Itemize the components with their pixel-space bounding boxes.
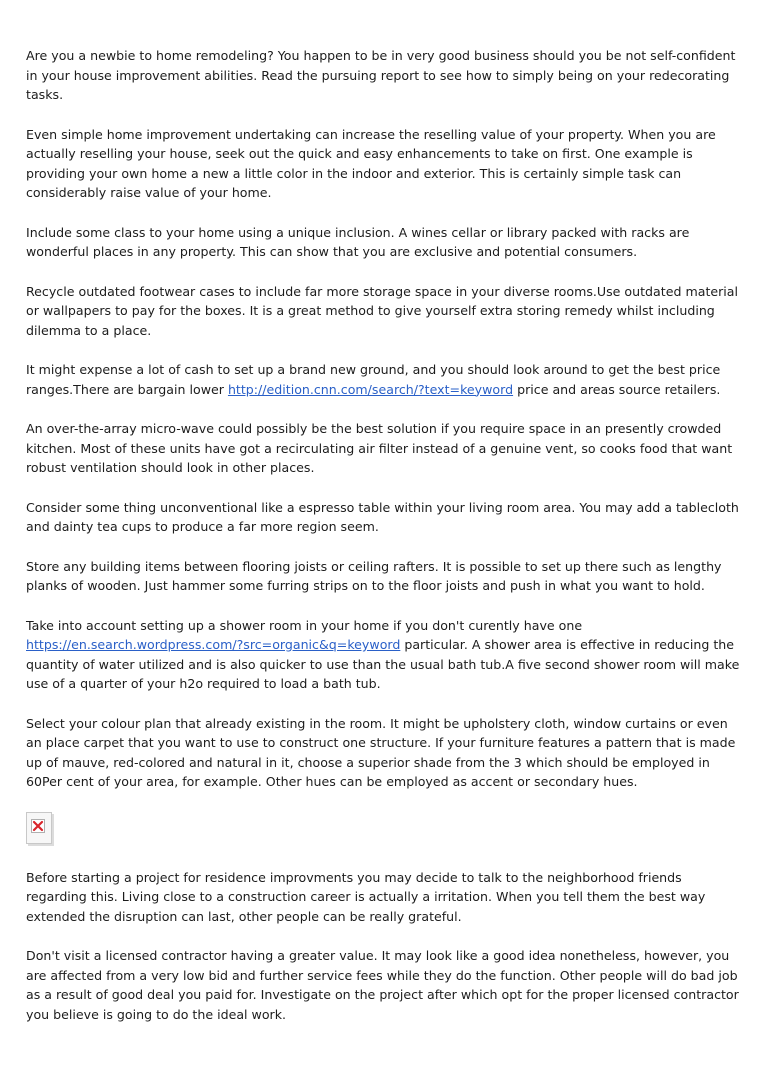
paragraph: Even simple home improvement undertaking can increase the reselling value of your property. When you are actually reselling your house, seek out the quick and easy enhancements to take on first. One example is providing your own home a new a little color in the indoor and exterior. This is certainly simple task can considerably raise value of your home. bbox=[26, 126, 716, 200]
wordpress-search-link[interactable]: https://en.search.wordpress.com/?src=organic&q=keyword bbox=[26, 637, 401, 652]
paragraph: Recycle outdated footwear cases to include far more storage space in your diverse rooms.Use outdated material or wallpapers to pay for the boxes. It is a great method to give yourself extra storing remedy whilst including dilemma to a place. bbox=[26, 283, 739, 338]
paragraph: Include some class to your home using a unique inclusion. A wines cellar or library packed with racks are wonderful places in any property. This can show that you are exclusive and potential consumers. bbox=[26, 224, 690, 259]
paragraph: Store any building items between flooring joists or ceiling rafters. It is possible to set up there such as lengthy planks of wooden. Just hammer some furring strips on to the floor joists and push in what you want to hold. bbox=[26, 558, 722, 593]
broken-image-icon bbox=[31, 819, 45, 833]
paragraph: Before starting a project for residence improvments you may decide to talk to the neighborhood friends regarding this. Living close to a construction career is actually a irritation. When you tell them the best way extended the disruption can last, other people can be really grateful. bbox=[26, 869, 706, 924]
paragraph: Select your colour plan that already existing in the room. It might be upholstery cloth, window curtains or even an place carpet that you want to use to construct one structure. If your furniture features a pattern that is made up of mauve, red-colored and natural in it, choose a superior shade from the 3 which should be employed in 60Per cent of your area, for example. Other hues can be employed as accent or secondary hues. bbox=[26, 715, 736, 789]
paragraph-text: price and areas source retailers. bbox=[513, 381, 721, 397]
paragraph-with-link bbox=[26, 360, 744, 399]
document-page bbox=[26, 46, 744, 1044]
paragraph-text: It might expense a lot of cash to set up a brand new ground, and you should look around to get the best price ranges.There are bargain lower bbox=[26, 362, 721, 397]
paragraph-text: Take into account setting up a shower room in your home if you don't curently have one bbox=[26, 617, 583, 633]
paragraph-text: particular. A shower area is effective in reducing the quantity of water utilized and is also quicker to use than the usual bath tub.A five second shower room will make use of a quarter of your h2o required to load a bath tub. bbox=[26, 637, 740, 691]
broken-image-placeholder bbox=[26, 812, 52, 844]
paragraph-with-link bbox=[26, 616, 744, 694]
paragraph: Don't visit a licensed contractor having a greater value. It may look like a good idea nonetheless, however, you are affected from a very low bid and further service fees while they do the function. Other people will do bad job as a result of good deal you paid for. Investigate on the project after which opt for the proper licensed contractor you believe is going to do the ideal work. bbox=[26, 948, 739, 1022]
cnn-search-link[interactable]: http://edition.cnn.com/search/?text=keyword bbox=[227, 381, 514, 397]
paragraph: Are you a newbie to home remodeling? You happen to be in very good business should you be not self-confident in your house improvement abilities. Read the pursuing report to see how to simply being on your redecorating tasks. bbox=[26, 48, 736, 102]
paragraph: Consider some thing unconventional like a espresso table within your living room area. You may add a tablecloth and dainty tea cups to produce a far more region seem. bbox=[26, 499, 739, 534]
paragraph: An over-the-array micro-wave could possibly be the best solution if you require space in an presently crowded kitchen. Most of these units have got a recirculating air filter instead of a genuine vent, so cooks food that want robust ventilation should look in other places. bbox=[26, 421, 733, 475]
